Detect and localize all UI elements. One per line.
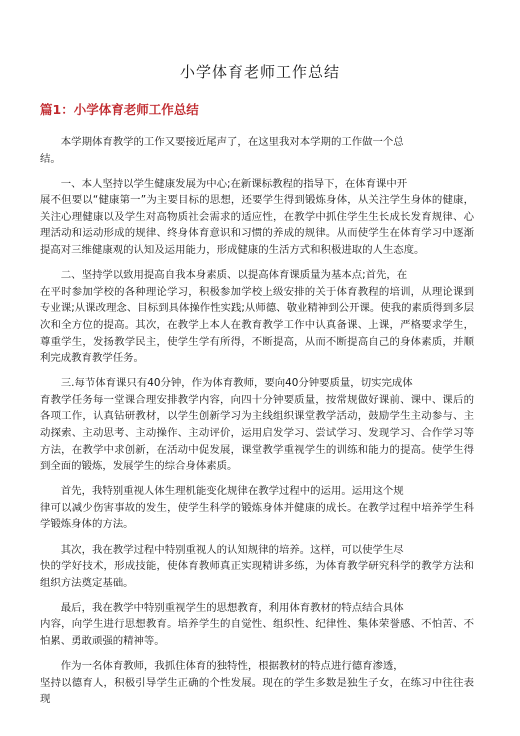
paragraph-continuation: 在平时参加学校的各种理论学习，积极参加学校上级安排的关于体育教程的培训，从理论课到专业课;从课改理念、目标到具体操作性实践;从师德、敬业精神到公开课。使我的素质得到多层次和全方位的提高。其次，在教学上本人在教育教学工作中认真备课、上课，严格要求学生，尊重学生，发扬教学民主，使学生学有所得，不断提高，从而不断提高自己的身体素质，并顺利完成教育教学任务。 <box>40 285 474 365</box>
paragraph-2 <box>40 176 480 259</box>
paragraph-first-line: 其次，我在教学过程中特别重视人的认知规律的培养。这样，可以使学生尽 <box>60 543 404 556</box>
paragraph-6 <box>40 542 480 592</box>
paragraph-7 <box>40 600 480 650</box>
paragraph-continuation: 快的学好技术，形成技能，使体育教师真正实现精讲多练，为体育教学研究科学的教学方法和组织方法奠定基础。 <box>40 560 474 589</box>
paragraph-continuation: 律可以减少伤害事故的发生，使学生科学的锻炼身体并健康的成长。在教学过程中培养学生科学锻炼身体的方法。 <box>40 501 474 531</box>
paragraph-first-line: 一、本人坚持以学生健康发展为中心;在新课标教程的指导下，在体育课中开 <box>60 177 408 190</box>
paragraph-5 <box>40 483 480 533</box>
paragraph-first-line: 三.每节体育课只有40分钟，作为体育教师，要向40分钟要质量，切实完成体 <box>60 377 413 390</box>
paragraph-1 <box>40 134 480 167</box>
paragraph-first-line: 本学期体育教学的工作又要接近尾声了，在这里我对本学期的工作做一个总 <box>60 136 404 148</box>
paragraph-8 <box>40 658 480 708</box>
paragraph-first-line: 作为一名体育教师，我抓住体育的独特性，根据教材的特点进行德育渗透， <box>60 660 404 673</box>
paragraph-4 <box>40 375 480 475</box>
paragraph-first-line: 二、坚持学以致用提高自我本身素质、以提高体育课质量为基本点;首先，在 <box>60 269 408 282</box>
section-heading: 篇1：小学体育老师工作总结 <box>40 102 199 117</box>
paragraph-continuation: 展不但要以“健康第一”为主要目标的思想，还要学生得到锻炼身体，从关注学生身体的健康，关注心理健康以及学生对高物质社会需求的适应性，在教学中抓住学生生长成长发育规律、心理活动和运动形成的规律、终身体育意识和习惯的养成的规律。从而使学生在体育学习中逐渐提高对三维健康观的认知及运用能力，形成健康的生活方式和积极进取的人生态度。 <box>40 194 474 257</box>
paragraph-continuation: 内容，向学生进行思想教育。培养学生的自觉性、组织性、纪律性、集体荣誉感、不怕苦、不怕累、勇敢顽强的精神等。 <box>40 618 474 648</box>
paragraph-continuation: 坚持以德育人，积极引导学生正确的个性发展。现在的学生多数是独生子女，在练习中往往表现 <box>40 676 474 706</box>
paragraph-continuation: 结。 <box>40 152 61 165</box>
paragraph-first-line: 最后，我在教学中特别重视学生的思想教育，利用体育教材的特点结合具体 <box>60 601 404 614</box>
document-title: 小学体育老师工作总结 <box>179 63 340 81</box>
paragraph-3 <box>40 267 480 367</box>
paragraph-first-line: 首先，我特别重视人体生理机能变化规律在教学过程中的运用。运用这个规 <box>60 485 404 498</box>
paragraph-continuation: 育教学任务每一堂课合理安排教学内容，向四十分钟要质量，按常规做好课前、课中、课后的各项工作，认真钻研教材，以学生创新学习为主线组织课堂教学活动，鼓励学生主动参与、主动探索、主动思考、主动操作、主动评价，运用启发学习、尝试学习、发现学习、合作学习等方法，在教学中求创新，在活动中促发展，课堂教学重视学生的训练和能力的提高。使学生得到全面的锻炼，发展学生的综合身体素质。 <box>40 393 474 473</box>
